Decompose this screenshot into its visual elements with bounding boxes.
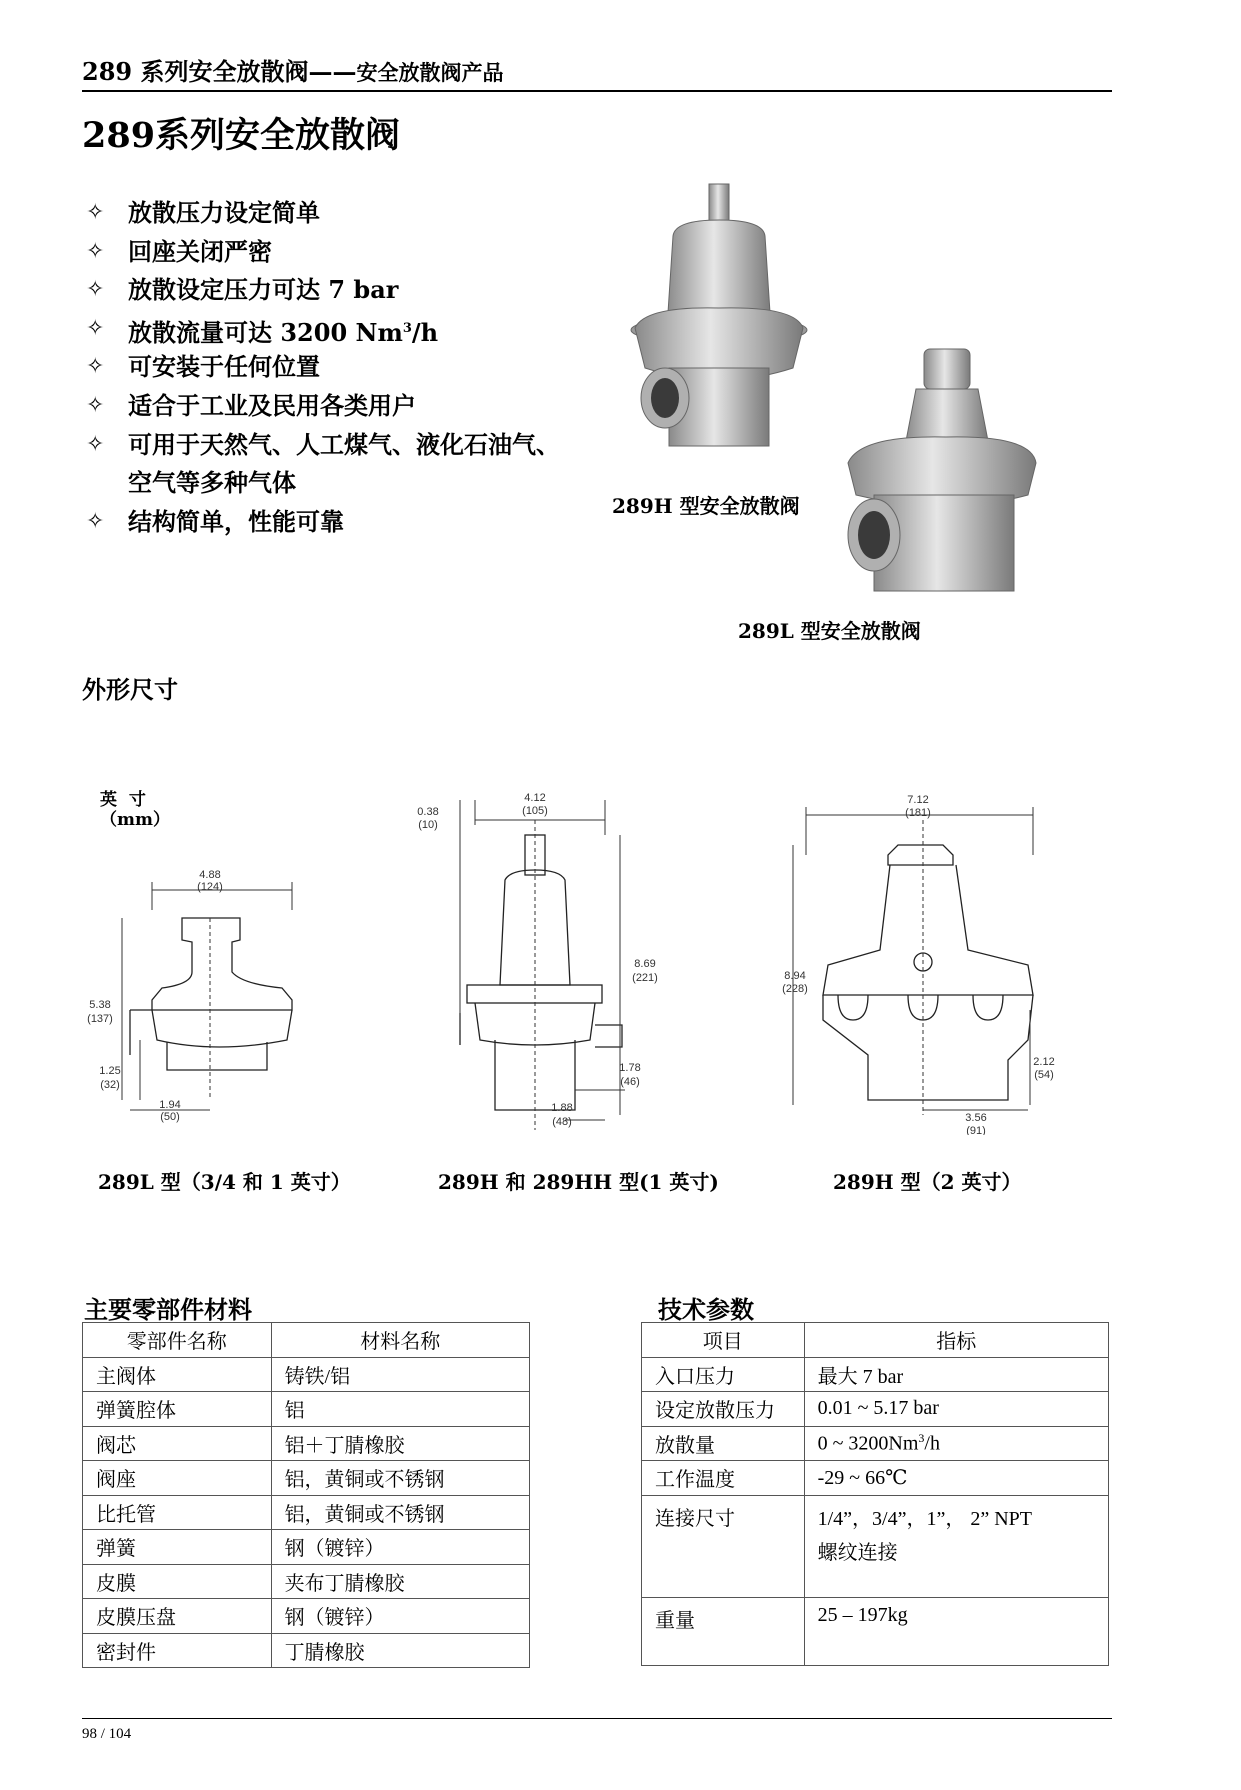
page-title: 289系列安全放散阀	[82, 115, 401, 156]
table-row: 重量 25 – 197kg	[642, 1597, 1109, 1665]
feature-item-continuation: 空气等多种气体	[128, 468, 296, 498]
feature-item: ✧ 回座关闭严密	[86, 233, 560, 272]
valve-289h-photo	[625, 178, 850, 478]
header-sub: 安全放散阀产品	[356, 60, 504, 85]
units-label: 英 寸 （mm）	[100, 790, 170, 830]
dim-label: 1.78	[619, 1062, 641, 1074]
table-row: 皮膜 夹布丁腈橡胶	[83, 1564, 530, 1599]
running-header	[82, 52, 503, 87]
diagram-caption-289h: 289H 和 289HH 型(1 英寸)	[438, 1170, 719, 1194]
table-row: 密封件 丁腈橡胶	[83, 1633, 530, 1668]
dim-label: 4.88	[199, 869, 221, 881]
feature-list	[86, 194, 560, 541]
column-header: 材料名称	[271, 1323, 529, 1358]
dim-label: (10)	[418, 819, 438, 831]
bullet-icon: ✧	[86, 392, 105, 418]
dim-label: 1.25	[99, 1065, 121, 1077]
feature-item: ✧ 结构简单，性能可靠	[86, 503, 560, 542]
dim-label: (137)	[87, 1013, 113, 1025]
dim-label: (91)	[966, 1125, 986, 1135]
footer-rule	[82, 1718, 1112, 1719]
dim-label: (124)	[197, 881, 223, 893]
dim-label: (221)	[632, 972, 658, 984]
dim-label: (46)	[620, 1076, 640, 1088]
photo-caption-289h: 289H 型安全放散阀	[612, 494, 800, 518]
dim-label: 3.56	[965, 1112, 987, 1124]
feature-item: ✧ 可用于天然气、人工煤气、液化石油气、	[86, 426, 560, 465]
dim-label: 1.88	[551, 1102, 573, 1114]
table-row: 皮膜压盘 钢（镀锌）	[83, 1599, 530, 1634]
page-number: 98 / 104	[82, 1726, 132, 1742]
table-row: 弹簧 钢（镀锌）	[83, 1530, 530, 1565]
dim-label: 4.12	[524, 792, 546, 804]
dim-label: (228)	[782, 983, 808, 995]
materials-table	[82, 1322, 530, 1668]
bullet-icon: ✧	[86, 354, 105, 380]
bullet-icon: ✧	[86, 238, 105, 264]
specs-heading: 技术参数	[658, 1295, 754, 1324]
table-row: 连接尺寸 1/4”，3/4”，1”， 2” NPT 螺纹连接	[642, 1495, 1109, 1597]
dim-label: (50)	[160, 1111, 180, 1123]
feature-item: ✧ 放散设定压力可达 7 bar	[86, 271, 560, 310]
bullet-icon: ✧	[86, 200, 105, 225]
table-row: 工作温度 -29 ~ 66℃	[642, 1461, 1109, 1496]
table-row: 主阀体 铸铁/铝	[83, 1357, 530, 1392]
dim-label: 8.69	[634, 958, 656, 970]
header-rule	[82, 90, 1112, 92]
dim-label: (32)	[100, 1079, 120, 1091]
column-header: 指标	[804, 1323, 1108, 1358]
column-header: 零部件名称	[83, 1323, 272, 1358]
dim-label: 1.94	[159, 1099, 181, 1111]
feature-item: ✧ 可安装于任何位置	[86, 348, 560, 387]
dim-label: 0.38	[417, 806, 439, 818]
feature-item: ✧ 放散流量可达 3200 Nm$^3$/h	[86, 310, 560, 349]
table-header-row	[83, 1323, 530, 1358]
diagram-caption-289h-2inch: 289H 型（2 英寸）	[833, 1170, 1022, 1194]
dim-label: 2.12	[1033, 1056, 1055, 1068]
diagram-289l	[82, 860, 352, 1135]
dim-label: (181)	[905, 807, 931, 819]
diagram-289h-289hh	[400, 785, 665, 1130]
diagram-289h-2inch	[778, 795, 1068, 1135]
table-row: 设定放散压力 0.01 ~ 5.17 bar	[642, 1392, 1109, 1427]
dim-label: 7.12	[907, 795, 929, 806]
dim-label: (48)	[552, 1116, 572, 1128]
dim-label: (54)	[1034, 1069, 1054, 1081]
bullet-icon: ✧	[86, 431, 105, 457]
bullet-icon: ✧	[86, 508, 105, 534]
table-header-row	[642, 1323, 1109, 1358]
table-row: 阀座 铝，黄铜或不锈钢	[83, 1461, 530, 1496]
feature-item: ✧ 适合于工业及民用各类用户	[86, 387, 560, 426]
materials-heading: 主要零部件材料	[84, 1295, 252, 1324]
dimensions-heading: 外形尺寸	[82, 675, 178, 704]
feature-item: ✧ 放散压力设定简单	[86, 194, 560, 233]
table-row: 放散量 0 ~ 3200Nm$^3$/h	[642, 1426, 1109, 1461]
table-row: 阀芯 铝＋丁腈橡胶	[83, 1426, 530, 1461]
header-main: 289 系列安全放散阀——	[82, 57, 357, 86]
table-row: 弹簧腔体 铝	[83, 1392, 530, 1427]
dim-label: (105)	[522, 805, 548, 817]
table-row: 比托管 铝，黄铜或不锈钢	[83, 1495, 530, 1530]
valve-289l-photo	[840, 345, 1040, 600]
specs-table	[641, 1322, 1109, 1666]
table-row: 入口压力 最大 7 bar	[642, 1357, 1109, 1392]
bullet-icon: ✧	[86, 315, 105, 341]
column-header: 项目	[642, 1323, 805, 1358]
dim-label: 5.38	[89, 999, 111, 1011]
photo-caption-289l: 289L 型安全放散阀	[738, 619, 921, 643]
bullet-icon: ✧	[86, 277, 105, 303]
diagram-caption-289l: 289L 型（3/4 和 1 英寸）	[98, 1170, 351, 1194]
dim-label: 8.94	[784, 970, 806, 982]
